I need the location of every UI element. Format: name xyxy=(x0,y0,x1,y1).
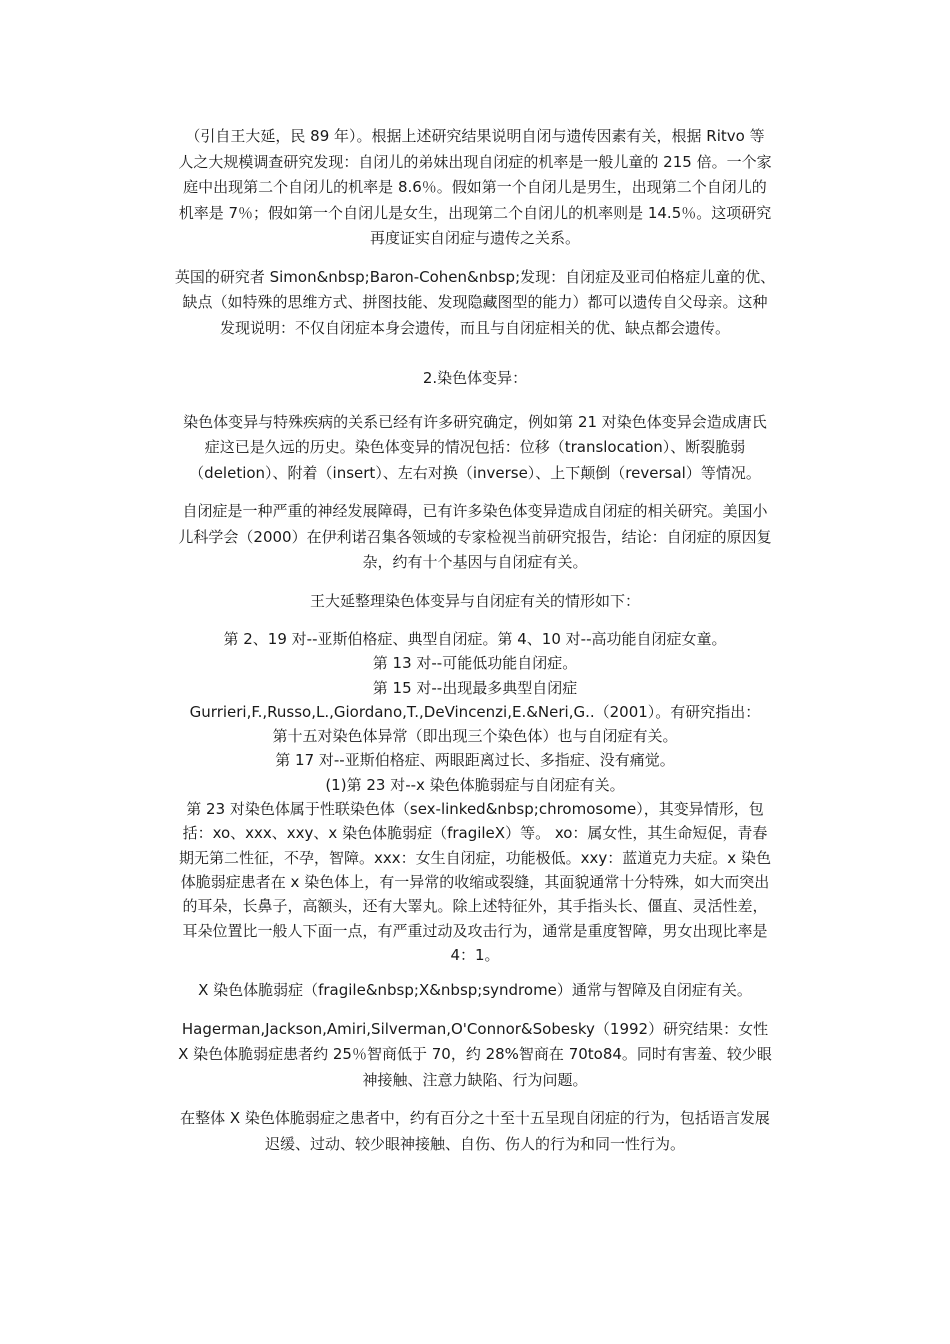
list-item: 4：1。 xyxy=(450,945,500,964)
text-line: 王大延整理染色体变异与自闭症有关的情形如下： xyxy=(309,591,640,610)
list-item: 第 13 对--可能低功能自闭症。 xyxy=(372,654,578,673)
text-line: 在整体 X 染色体脆弱症之患者中，约有百分之十至十五呈现自闭症的行为，包括语言发展 xyxy=(180,1109,770,1128)
chromosome-list xyxy=(145,627,805,967)
text-line: 庭中出现第二个自闭儿的机率是 8.6％。假如第一个自闭儿是男生，出现第二个自闭儿的 xyxy=(183,178,767,196)
text-line: 杂，约有十个基因与自闭症有关。 xyxy=(362,553,588,571)
list-item: 体脆弱症患者在 x 染色体上，有一异常的收缩或裂缝，其面貌通常十分特殊，如大而突出 xyxy=(180,872,770,891)
text-line: 英国的研究者 Simon&nbsp;Baron-Cohen&nbsp;发现：自闭症及亚司伯格症儿童的优、 xyxy=(174,267,776,286)
list-item: (1)第 23 对--x 染色体脆弱症与自闭症有关。 xyxy=(325,775,625,794)
text-line: 自闭症是一种严重的神经发展障碍，已有许多染色体变异造成自闭症的相关研究。美国小 xyxy=(182,502,768,520)
text-line: 机率是 7％；假如第一个自闭儿是女生，出现第二个自闭儿的机率则是 14.5％。这项研究 xyxy=(178,203,772,222)
document-page xyxy=(145,124,805,1170)
text-line: 儿科学会（2000）在伊利诺召集各领域的专家检视当前研究报告，结论：自闭症的原因复 xyxy=(178,527,772,546)
list-item: 耳朵位置比一般人下面一点，有严重过动及攻击行为，通常是重度智障，男女出现比率是 xyxy=(182,921,768,940)
list-item: 期无第二性征，不孕，智障。xxx：女生自闭症，功能极低。xxy：蓝道克力夫症。x 染色 xyxy=(179,848,771,867)
text-line: X 染色体脆弱症患者约 25％智商低于 70，约 28%智商在 70to84。同时有害羞、较少眼 xyxy=(178,1045,772,1064)
text-line: 缺点（如特殊的思维方式、拼图技能、发现隐藏图型的能力）都可以遗传自父母亲。这种 xyxy=(182,293,768,311)
text-line: （引自王大延，民 89 年）。根据上述研究结果说明自闭与遗传因素有关，根据 Ritvo 等 xyxy=(185,127,765,145)
text-line: 再度证实自闭症与遗传之关系。 xyxy=(369,229,580,247)
paragraph-fragile-x-autism xyxy=(145,1106,805,1157)
text-line: 人之大规模调查研究发现：自闭儿的弟妹出现自闭症的机率是一般儿童的 215 倍。一个家 xyxy=(178,152,772,171)
section-heading: 2.染色体变异： xyxy=(422,369,528,387)
paragraph-baron-cohen xyxy=(145,265,805,342)
text-line: 染色体变异与特殊疾病的关系已经有许多研究确定，例如第 21 对染色体变异会造成唐氏 xyxy=(183,412,767,431)
paragraph-list-intro xyxy=(145,589,805,615)
text-line: （deletion）、附着（insert）、左右对换（inverse）、上下颠倒（reversal）等情况。 xyxy=(189,463,761,482)
list-item: 第 17 对--亚斯伯格症、两眼距离过长、多指症、没有痛觉。 xyxy=(275,751,675,770)
paragraph-autism-research xyxy=(145,499,805,576)
list-item: 括：xo、xxx、xxy、x 染色体脆弱症（fragileX）等。 xo：属女性，其生命短促，青春 xyxy=(182,824,768,843)
paragraph-fragile-x xyxy=(145,978,805,1004)
list-item: Gurrieri,F.,Russo,L.,Giordano,T.,DeVincenzi,E.&Neri,G..（2001）。有研究指出： xyxy=(189,702,761,721)
spacer xyxy=(145,967,805,978)
list-item: 第 23 对染色体属于性联染色体（sex-linked&nbsp;chromosome），其变异情形，包 xyxy=(186,800,764,819)
list-item: 第 2、19 对--亚斯伯格症、典型自闭症。第 4、10 对--高功能自闭症女童。 xyxy=(223,630,727,648)
text-line: 神接触、注意力缺陷、行为问题。 xyxy=(362,1070,588,1089)
text-line: Hagerman,Jackson,Amiri,Silverman,O'Connor&Sobesky（1992）研究结果：女性 xyxy=(181,1019,769,1038)
text-line: 症这已是久远的历史。染色体变异的情况包括：位移（translocation）、断裂脆弱 xyxy=(204,438,746,456)
list-item: 第十五对染色体异常（即出现三个染色体）也与自闭症有关。 xyxy=(272,727,678,746)
text-line: 发现说明：不仅自闭症本身会遗传，而且与自闭症相关的优、缺点都会遗传。 xyxy=(219,318,730,337)
paragraph-genetics-ritvo xyxy=(145,124,805,252)
text-line: X 染色体脆弱症（fragile&nbsp;X&nbsp;syndrome）通常与智障及自闭症有关。 xyxy=(198,981,752,1000)
list-item: 的耳朵，长鼻子，高额头，还有大睪丸。除上述特征外，其手指头长、僵直、灵活性差， xyxy=(182,897,768,916)
paragraph-hagerman xyxy=(145,1017,805,1094)
list-item: 第 15 对--出现最多典型自闭症 xyxy=(372,678,578,697)
paragraph-chromosome-variation xyxy=(145,410,805,487)
text-line: 迟缓、过动、较少眼神接触、自伤、伤人的行为和同一性行为。 xyxy=(264,1134,685,1153)
